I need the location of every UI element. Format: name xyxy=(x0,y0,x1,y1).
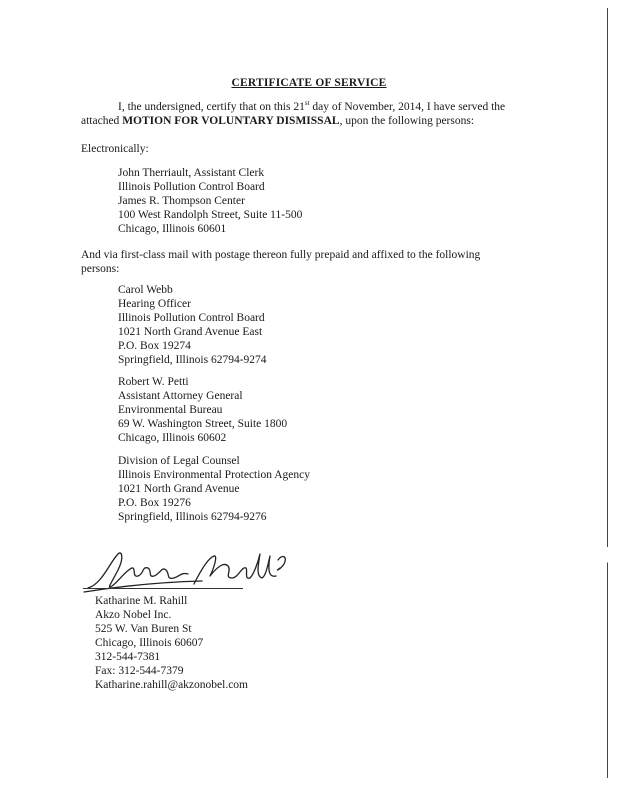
recipient-line: Springfield, Illinois 62794-9274 xyxy=(118,354,267,366)
recipient-line: Illinois Environmental Protection Agency xyxy=(118,469,310,481)
recipient-line: Environmental Bureau xyxy=(118,404,223,416)
electronic-recipient xyxy=(118,166,302,236)
recipient-line: P.O. Box 19276 xyxy=(118,497,191,509)
signer-email: Katharine.rahill@akzonobel.com xyxy=(95,679,249,691)
signer-line: Katharine M. Rahill xyxy=(95,595,188,607)
recipient-line: Hearing Officer xyxy=(118,298,191,310)
recipient-line: Illinois Pollution Control Board xyxy=(118,181,265,193)
recipient-line: Carol Webb xyxy=(118,284,173,296)
certificate-title: CERTIFICATE OF SERVICE xyxy=(231,77,387,89)
day-suffix: st xyxy=(304,99,310,108)
recipient-line: Springfield, Illinois 62794-9276 xyxy=(118,511,267,523)
mail-recipient xyxy=(118,454,310,524)
signer-line: 525 W. Van Buren St xyxy=(95,623,192,635)
recipient-line: P.O. Box 19274 xyxy=(118,340,191,352)
recipient-line: Assistant Attorney General xyxy=(118,390,243,402)
recipient-line: Division of Legal Counsel xyxy=(118,455,240,467)
certify-lead: I, the undersigned, certify that on this 21 xyxy=(118,101,305,113)
signer-line: Fax: 312-544-7379 xyxy=(95,665,184,677)
scan-edge-line xyxy=(607,8,608,778)
signer-line: Chicago, Illinois 60607 xyxy=(95,637,204,649)
certify-mid: day of November, 2014, I have served the attached xyxy=(81,101,506,127)
mail-recipient xyxy=(118,283,267,367)
mail-recipient xyxy=(118,375,287,445)
document-name: MOTION FOR VOLUNTARY DISMISSAL xyxy=(122,115,340,127)
recipient-line: 69 W. Washington Street, Suite 1800 xyxy=(118,418,288,430)
recipient-line: John Therriault, Assistant Clerk xyxy=(118,167,265,179)
signer-line: 312-544-7381 xyxy=(95,651,161,663)
mail-label: And via first-class mail with postage thereon fully prepaid and affixed to the following persons: xyxy=(81,249,481,275)
signer-block xyxy=(95,594,248,692)
signer-line: Akzo Nobel Inc. xyxy=(95,609,172,621)
certification-paragraph xyxy=(81,100,521,128)
handwritten-signature xyxy=(82,548,292,598)
recipient-line: James R. Thompson Center xyxy=(118,195,245,207)
recipient-line: 1021 North Grand Avenue xyxy=(118,483,240,495)
recipient-line: 1021 North Grand Avenue East xyxy=(118,326,263,338)
electronic-label: Electronically: xyxy=(81,143,149,155)
recipient-line: Robert W. Petti xyxy=(118,376,189,388)
recipient-line: 100 West Randolph Street, Suite 11-500 xyxy=(118,209,303,221)
recipient-line: Chicago, Illinois 60602 xyxy=(118,432,227,444)
recipient-line: Chicago, Illinois 60601 xyxy=(118,223,227,235)
certify-tail: , upon the following persons: xyxy=(339,115,475,127)
signature-line xyxy=(83,588,243,589)
recipient-line: Illinois Pollution Control Board xyxy=(118,312,265,324)
